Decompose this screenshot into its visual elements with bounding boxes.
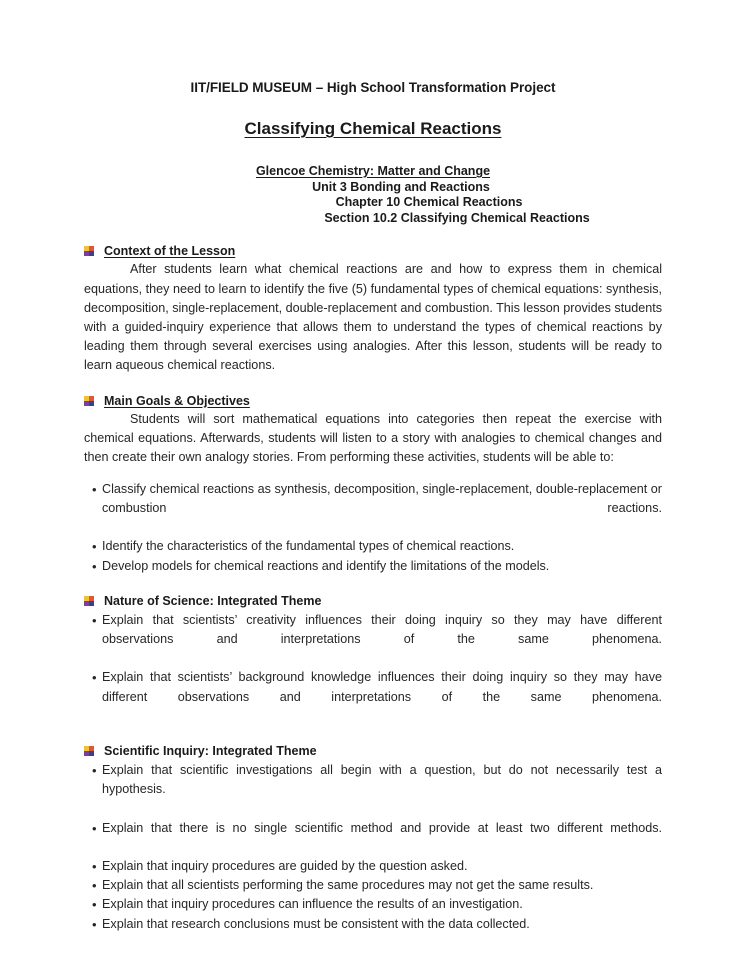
- four-color-diamond-bullet-icon: [84, 596, 94, 606]
- list-item-text: Explain that inquiry procedures are guided by the question asked.: [102, 859, 468, 874]
- list-item: [84, 557, 662, 576]
- section-heading-label: Main Goals & Objectives: [104, 393, 250, 408]
- list-item-text: Classify chemical reactions as synthesis, decomposition, single-replacement, double-replacement or combustion reactions.: [102, 481, 662, 515]
- list-item: [84, 819, 662, 857]
- list-item-text: Explain that scientists’ creativity influences their doing inquiry so they may have different observations and interpretations of the same phenomena.: [102, 612, 662, 647]
- subtitle-line-textbook: Glencoe Chemistry: Matter and Change: [255, 164, 491, 178]
- bullet-dot-icon: •: [92, 859, 97, 875]
- document-content: [84, 0, 662, 934]
- context-paragraph: After students learn what chemical reactions are and how to express them in chemical equations, they need to learn to identify the five (5) fundamental types of chemical equations: synthesis, decomposition, single-replacement, double-replacement and combustion. This lesson provides students with a guided-inquiry experience that allows them to understand the types of chemical reactions by leading them through several exercises using analogies. After this lesson, students will be ready to learn aqueous chemical reactions.: [84, 262, 663, 373]
- bullet-dot-icon: •: [92, 820, 97, 836]
- subtitle-line-section: Section 10.2 Classifying Chemical Reactions: [324, 210, 590, 225]
- bullet-dot-icon: •: [92, 670, 97, 686]
- goals-paragraph: Students will sort mathematical equations into categories then repeat the exercise with chemical equations. Afterwards, students will listen to a story with analogies to chemical changes and then create their own analogy stories. From performing these activities, students will be able to:: [84, 411, 662, 464]
- list-item-text: Explain that research conclusions must be consistent with the data collected.: [102, 916, 530, 931]
- section-nature-of-science: [84, 593, 662, 726]
- four-color-diamond-bullet-icon: [84, 396, 94, 406]
- list-item: [84, 611, 662, 669]
- list-item-text: Identify the characteristics of the fundamental types of chemical reactions.: [102, 539, 515, 554]
- subtitle-line-chapter: Chapter 10 Chemical Reactions: [335, 195, 523, 210]
- list-item-text: Develop models for chemical reactions and identify the limitations of the models.: [102, 558, 550, 573]
- list-item-text: Explain that scientific investigations all begin with a question, but do not necessarily test a hypothesis.: [102, 763, 662, 797]
- section-heading-label: Nature of Science: Integrated Theme: [104, 593, 322, 608]
- bullet-dot-icon: •: [92, 612, 97, 628]
- list-item-text: Explain that all scientists performing the same procedures may not get the same results.: [102, 878, 594, 893]
- four-color-diamond-bullet-icon: [84, 246, 94, 256]
- document-title: Classifying Chemical Reactions: [244, 119, 502, 138]
- section-heading-context: [84, 243, 662, 259]
- nature-of-science-bullet-list: [84, 611, 662, 726]
- section-context: [84, 243, 662, 375]
- goals-bullet-list: [84, 480, 662, 576]
- bullet-dot-icon: •: [92, 481, 97, 497]
- subtitle-line-unit: Unit 3 Bonding and Reactions: [312, 179, 490, 194]
- list-item: [84, 537, 662, 556]
- section-scientific-inquiry: [84, 743, 662, 934]
- list-item: [84, 876, 662, 895]
- list-item: [84, 761, 662, 819]
- bullet-dot-icon: •: [92, 558, 97, 574]
- section-goals: [84, 393, 662, 576]
- scientific-inquiry-bullet-list: [84, 761, 662, 934]
- list-item-text: Explain that inquiry procedures can influence the results of an investigation.: [102, 897, 523, 912]
- subtitle-block: [84, 164, 662, 226]
- bullet-dot-icon: •: [92, 763, 97, 779]
- bullet-dot-icon: •: [92, 916, 97, 932]
- section-heading-label: Context of the Lesson: [104, 244, 236, 259]
- list-item: [84, 915, 662, 934]
- list-item-text: Explain that there is no single scientific method and provide at least two different methods.: [102, 820, 662, 835]
- list-item: [84, 668, 662, 726]
- bullet-dot-icon: •: [92, 878, 97, 894]
- list-item: [84, 480, 662, 538]
- section-heading-goals: [84, 393, 662, 409]
- list-item: [84, 857, 662, 876]
- bullet-dot-icon: •: [92, 897, 97, 913]
- list-item: [84, 895, 662, 914]
- four-color-diamond-bullet-icon: [84, 746, 94, 756]
- list-item-text: Explain that scientists’ background knowledge influences their doing inquiry so they may have different observations and interpretations of the same phenomena.: [102, 670, 662, 704]
- section-heading-scientific-inquiry: [84, 743, 662, 759]
- section-heading-label: Scientific Inquiry: Integrated Theme: [104, 744, 317, 759]
- document-header: IIT/FIELD MUSEUM – High School Transformation Project: [190, 80, 556, 95]
- bullet-dot-icon: •: [92, 539, 97, 555]
- section-heading-nature-of-science: [84, 593, 662, 609]
